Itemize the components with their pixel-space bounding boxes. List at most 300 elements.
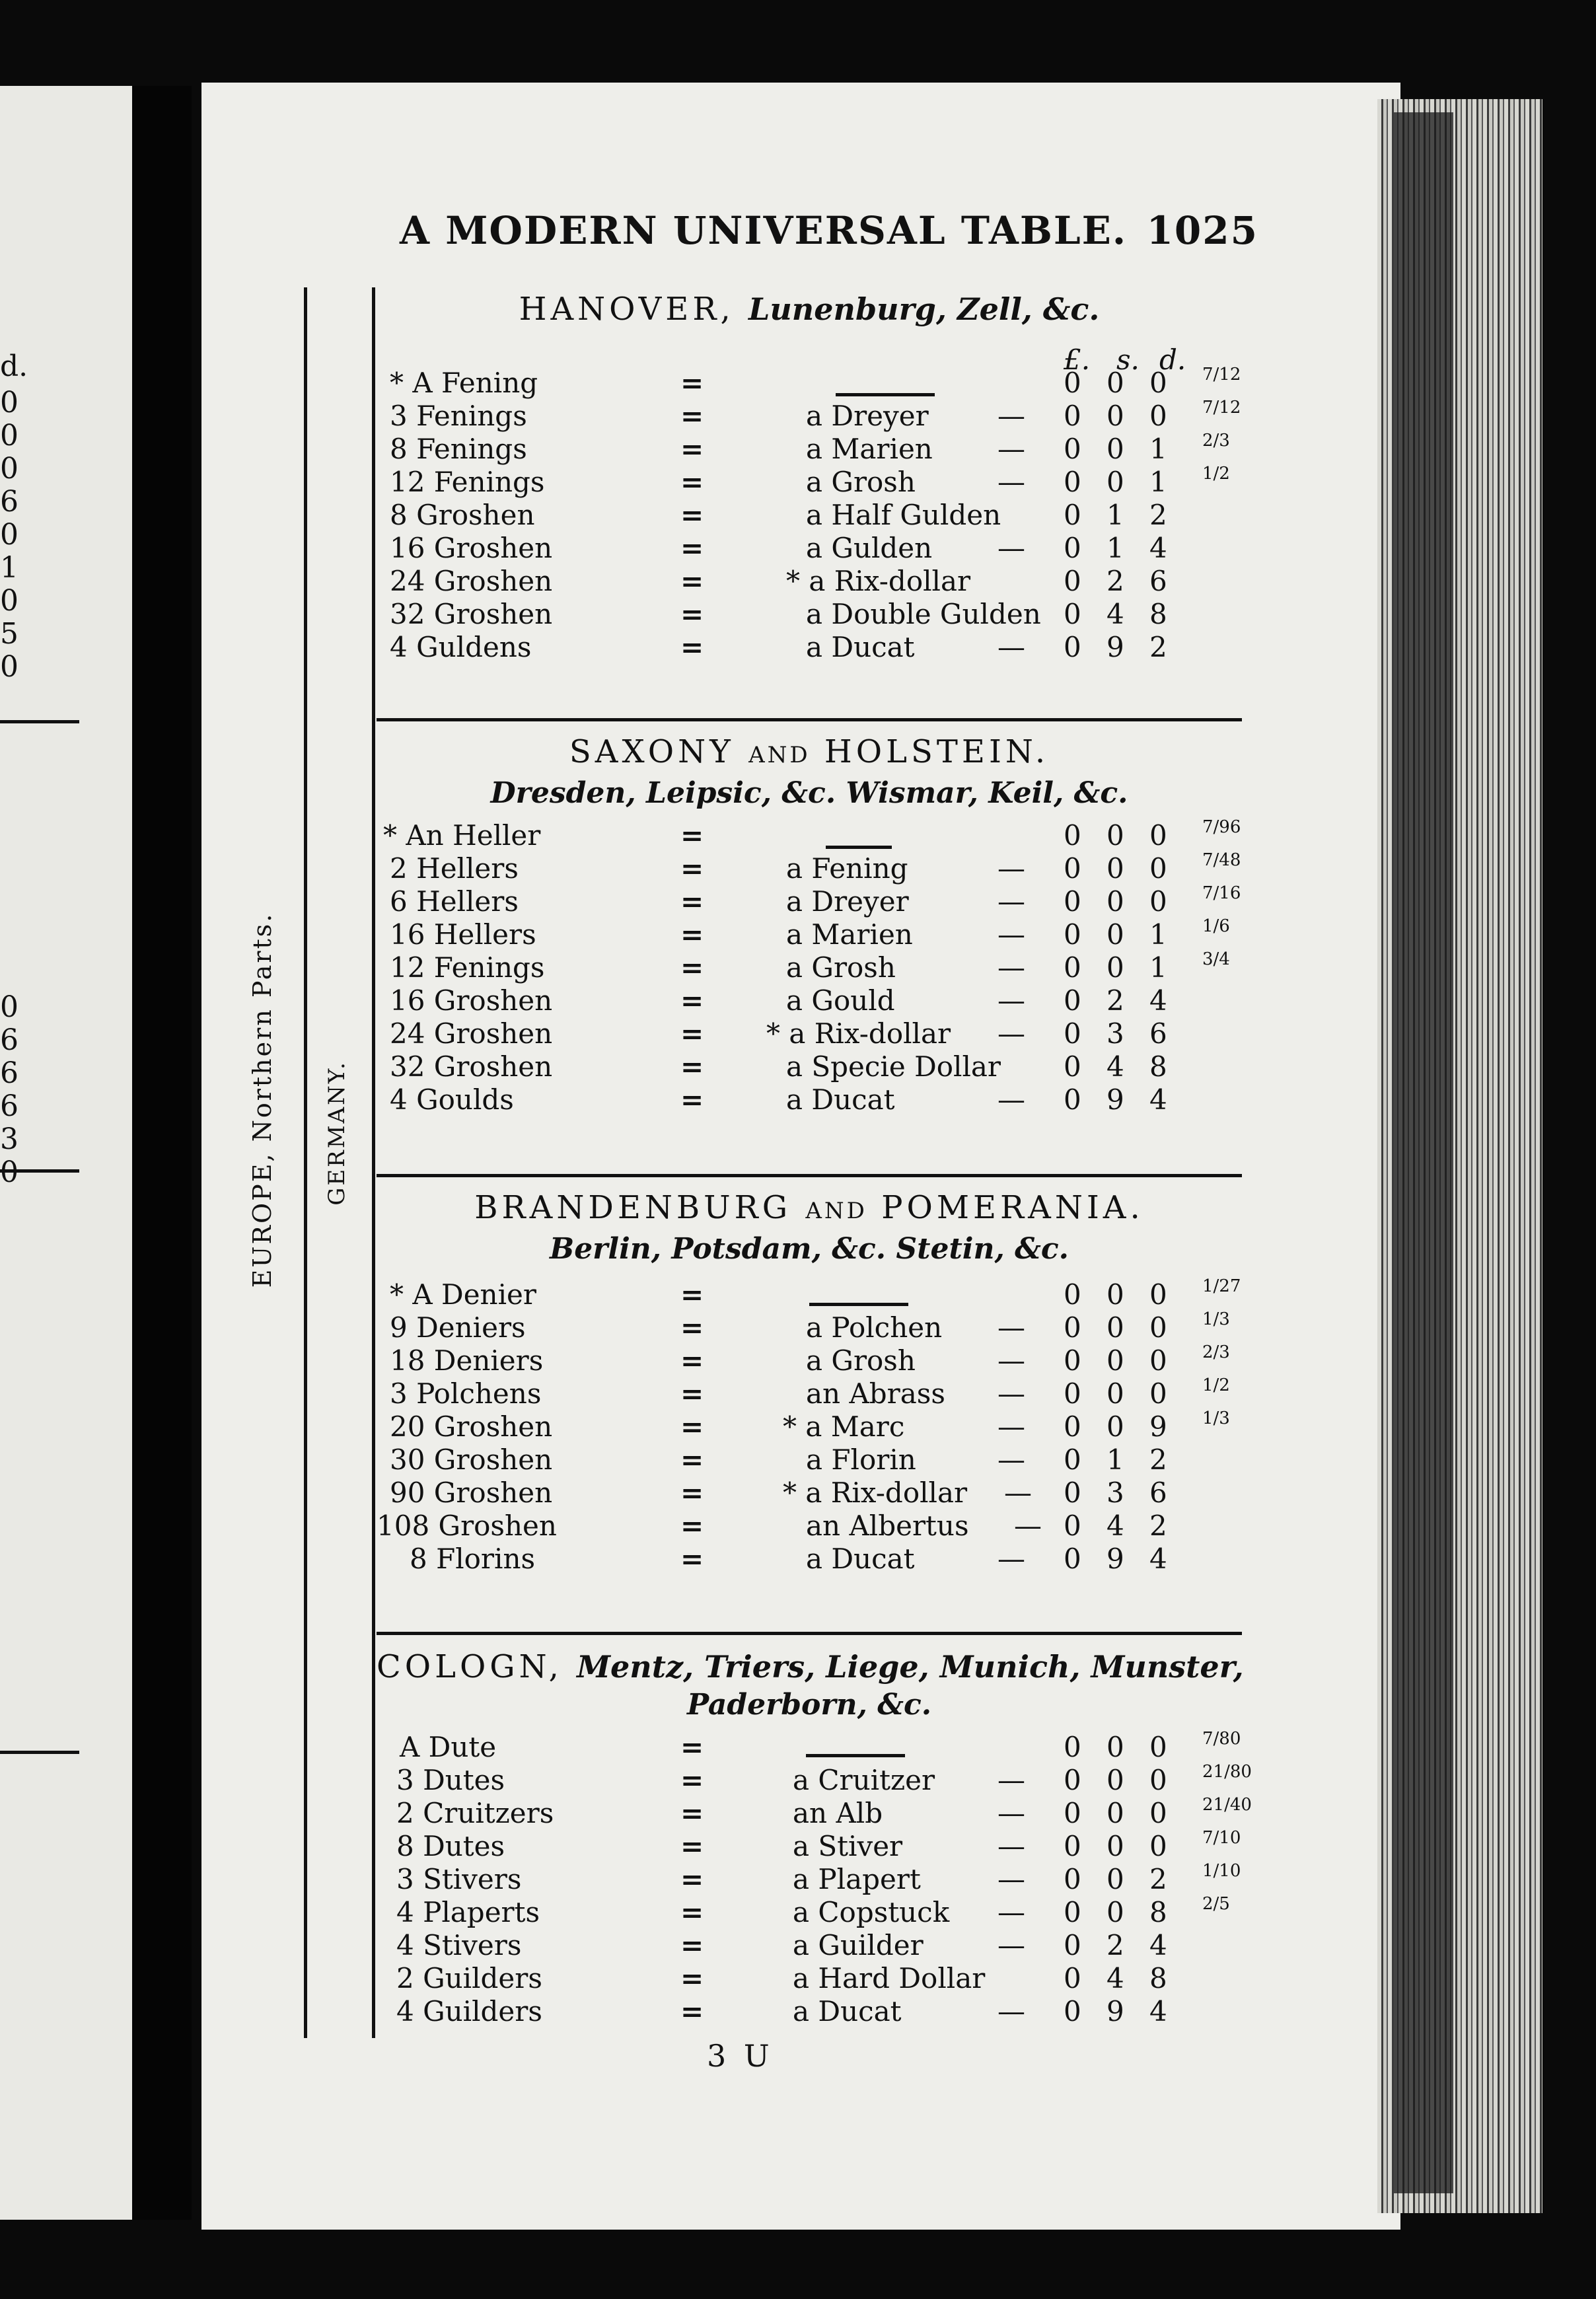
pounds-value: 0 bbox=[1064, 984, 1081, 1017]
equals-sign: = bbox=[680, 1083, 702, 1116]
pence-value: 0 bbox=[1149, 1344, 1167, 1377]
outer-vertical-rule bbox=[304, 287, 307, 2038]
table-row bbox=[370, 918, 1249, 951]
coin-left: 24 Groshen bbox=[390, 565, 553, 597]
dash: — bbox=[998, 1377, 1025, 1410]
pounds-value: 0 bbox=[1064, 1830, 1081, 1862]
pence-fraction: 1/2 bbox=[1202, 1375, 1230, 1395]
pence-fraction: 7/80 bbox=[1202, 1729, 1241, 1749]
table-row bbox=[370, 1017, 1249, 1050]
coin-left: 8 Florins bbox=[410, 1543, 536, 1575]
pounds-value: 0 bbox=[1064, 819, 1081, 852]
pence-fraction: 7/12 bbox=[1202, 365, 1241, 384]
equals-sign: = bbox=[680, 565, 702, 597]
pence-fraction: 1/3 bbox=[1202, 1309, 1230, 1329]
coin-left: 12 Fenings bbox=[390, 466, 545, 498]
coin-left: 2 Cruitzers bbox=[396, 1797, 554, 1829]
left-page-fragment: 6 bbox=[0, 1089, 18, 1123]
pence-value: 0 bbox=[1149, 1278, 1167, 1311]
pounds-value: 0 bbox=[1064, 1083, 1081, 1116]
left-page-heading: d. bbox=[0, 349, 28, 383]
coin-right: * a Rix-dollar bbox=[786, 565, 971, 597]
coin-left: 4 Stivers bbox=[396, 1929, 522, 1961]
coin-right: a Ducat bbox=[806, 1543, 915, 1575]
pence-value: 0 bbox=[1149, 819, 1167, 852]
shillings-value: 4 bbox=[1106, 1050, 1124, 1083]
coin-left: 6 Hellers bbox=[390, 885, 519, 918]
pence-value: 4 bbox=[1149, 1995, 1167, 2027]
coin-right: a Dreyer bbox=[786, 885, 909, 918]
pounds-value: 0 bbox=[1064, 1311, 1081, 1344]
coin-left: * A Denier bbox=[390, 1278, 536, 1311]
equals-sign: = bbox=[680, 1510, 702, 1542]
section-title-main: SAXONY bbox=[569, 733, 735, 770]
shillings-value: 0 bbox=[1106, 466, 1124, 498]
pence-value: 0 bbox=[1149, 367, 1167, 399]
pence-fraction: 7/10 bbox=[1202, 1828, 1241, 1848]
left-page-fragment: 0 bbox=[0, 650, 18, 684]
shillings-value: 0 bbox=[1106, 1830, 1124, 1862]
pence-value: 4 bbox=[1149, 1083, 1167, 1116]
equals-sign: = bbox=[680, 1278, 702, 1311]
coin-right: a Plapert bbox=[793, 1863, 921, 1895]
coin-right: a Grosh bbox=[786, 951, 896, 984]
coin-right: a Stiver bbox=[793, 1830, 903, 1862]
table-row bbox=[370, 1543, 1249, 1576]
shillings-value: 0 bbox=[1106, 367, 1124, 399]
dash: — bbox=[998, 1863, 1025, 1895]
pence-fraction: 21/40 bbox=[1202, 1795, 1252, 1815]
coin-right: a Specie Dollar bbox=[786, 1050, 1001, 1083]
section-divider bbox=[377, 1174, 1242, 1177]
pounds-value: 0 bbox=[1064, 1050, 1081, 1083]
section-title-second: POMERANIA. bbox=[881, 1189, 1144, 1226]
pence-fraction: 7/96 bbox=[1202, 817, 1241, 837]
pounds-value: 0 bbox=[1064, 1543, 1081, 1575]
coin-left: A Dute bbox=[400, 1731, 497, 1763]
section-subtitle: Berlin, Potsdam, &c. Stetin, &c. bbox=[550, 1232, 1069, 1266]
equals-sign: = bbox=[680, 852, 702, 885]
equals-sign: = bbox=[680, 1929, 702, 1961]
left-page-fragment: 0 bbox=[0, 584, 18, 618]
table-row bbox=[370, 1410, 1249, 1443]
shillings-value: 4 bbox=[1106, 1962, 1124, 1994]
equals-sign: = bbox=[680, 433, 702, 465]
coin-left: 3 Fenings bbox=[390, 400, 527, 432]
table-row bbox=[370, 1344, 1249, 1377]
coin-right: a Grosh bbox=[806, 466, 916, 498]
coin-left: 3 Stivers bbox=[396, 1863, 522, 1895]
pounds-value: 0 bbox=[1064, 1995, 1081, 2027]
pence-value: 0 bbox=[1149, 1830, 1167, 1862]
pounds-value: 0 bbox=[1064, 1510, 1081, 1542]
pounds-value: 0 bbox=[1064, 1962, 1081, 1994]
dash: — bbox=[998, 1017, 1025, 1050]
table-row bbox=[370, 631, 1249, 664]
equals-sign: = bbox=[680, 598, 702, 630]
pounds-value: 0 bbox=[1064, 1896, 1081, 1928]
dash: — bbox=[998, 1797, 1025, 1829]
equals-sign: = bbox=[680, 1995, 702, 2027]
equals-sign: = bbox=[680, 1477, 702, 1509]
coin-left: 3 Dutes bbox=[396, 1764, 505, 1796]
left-page-fragment: 0 bbox=[0, 518, 18, 552]
coin-right: a Marien bbox=[786, 918, 913, 951]
shillings-value: 0 bbox=[1106, 1797, 1124, 1829]
book-gutter bbox=[132, 86, 192, 2220]
pence-value: 0 bbox=[1149, 1731, 1167, 1763]
pounds-value: 0 bbox=[1064, 951, 1081, 984]
dash: — bbox=[998, 1410, 1025, 1443]
coin-right: a Marien bbox=[806, 433, 933, 465]
coin-left: 3 Polchens bbox=[390, 1377, 542, 1410]
left-page-rule bbox=[0, 720, 79, 723]
pence-value: 2 bbox=[1149, 1510, 1167, 1542]
equals-sign: = bbox=[680, 631, 702, 663]
table-row bbox=[370, 1083, 1249, 1116]
equals-sign: = bbox=[680, 400, 702, 432]
pounds-value: 0 bbox=[1064, 598, 1081, 630]
left-page-fragment: 0 bbox=[0, 386, 18, 420]
coin-right: a Gulden bbox=[806, 532, 933, 564]
dash: — bbox=[998, 1929, 1025, 1961]
equals-sign: = bbox=[680, 367, 702, 399]
pence-fraction: 7/48 bbox=[1202, 850, 1241, 870]
equals-sign: = bbox=[680, 1764, 702, 1796]
table-row bbox=[370, 367, 1249, 400]
pence-value: 1 bbox=[1149, 433, 1167, 465]
section-title-main: COLOGN, bbox=[377, 1648, 563, 1685]
coin-left: * An Heller bbox=[383, 819, 541, 852]
dash: — bbox=[998, 1344, 1025, 1377]
coin-right: a Polchen bbox=[806, 1311, 943, 1344]
shillings-value: 1 bbox=[1106, 499, 1124, 531]
section-brandenburg-pomerania bbox=[370, 1189, 1249, 1612]
coin-left: 4 Guldens bbox=[390, 631, 532, 663]
equals-sign: = bbox=[680, 499, 702, 531]
pence-value: 2 bbox=[1149, 1863, 1167, 1895]
pence-value: 0 bbox=[1149, 1797, 1167, 1829]
dash: — bbox=[1004, 1477, 1032, 1509]
dash: — bbox=[998, 466, 1025, 498]
section-title-second: HOLSTEIN. bbox=[824, 733, 1050, 770]
equals-sign: = bbox=[680, 1377, 702, 1410]
table-row bbox=[370, 466, 1249, 499]
side-label-europe: EUROPE, Northern Parts. bbox=[248, 912, 277, 1288]
pence-value: 2 bbox=[1149, 1443, 1167, 1476]
equals-sign: = bbox=[680, 1344, 702, 1377]
pence-value: 0 bbox=[1149, 1764, 1167, 1796]
coin-left: * A Fening bbox=[390, 367, 538, 399]
section-title-and: AND bbox=[748, 742, 811, 768]
left-page-fragment: 0 bbox=[0, 990, 18, 1024]
pence-value: 2 bbox=[1149, 631, 1167, 663]
equals-sign: = bbox=[680, 1962, 702, 1994]
left-page-rule bbox=[0, 1169, 79, 1173]
pence-fraction: 1/27 bbox=[1202, 1276, 1241, 1296]
table-row bbox=[370, 1443, 1249, 1477]
shillings-value: 1 bbox=[1106, 532, 1124, 564]
shillings-value: 4 bbox=[1106, 598, 1124, 630]
coin-left: 32 Groshen bbox=[390, 1050, 553, 1083]
equals-sign: = bbox=[680, 951, 702, 984]
section-title bbox=[370, 291, 1249, 328]
table-row bbox=[370, 1863, 1249, 1896]
pence-value: 0 bbox=[1149, 1311, 1167, 1344]
dash: — bbox=[998, 1995, 1025, 2027]
table-row bbox=[370, 984, 1249, 1017]
pence-fraction: 7/16 bbox=[1202, 883, 1241, 903]
pence-fraction: 7/12 bbox=[1202, 398, 1241, 418]
coin-right: a Double Gulden bbox=[806, 598, 1041, 630]
dash: — bbox=[998, 1764, 1025, 1796]
equals-sign: = bbox=[680, 1896, 702, 1928]
dash: — bbox=[998, 1443, 1025, 1476]
coin-right: a Fening bbox=[786, 852, 908, 885]
left-facing-page bbox=[0, 86, 132, 2220]
equals-sign: = bbox=[680, 1050, 702, 1083]
shillings-value: 0 bbox=[1106, 1377, 1124, 1410]
dash: — bbox=[998, 1896, 1025, 1928]
pence-fraction: 1/2 bbox=[1202, 464, 1230, 484]
pence-value: 8 bbox=[1149, 1962, 1167, 1994]
shillings-value: 2 bbox=[1106, 984, 1124, 1017]
section-title-main: BRANDENBURG bbox=[474, 1189, 792, 1226]
pounds-value: 0 bbox=[1064, 1731, 1081, 1763]
shillings-value: 0 bbox=[1106, 1410, 1124, 1443]
pence-fraction: 1/10 bbox=[1202, 1861, 1241, 1881]
section-title-places: Lunenburg, Zell, &c. bbox=[748, 291, 1100, 327]
running-head bbox=[400, 208, 1258, 261]
coin-right: a Cruitzer bbox=[793, 1764, 935, 1796]
dash: — bbox=[998, 532, 1025, 564]
coin-right: a Dreyer bbox=[806, 400, 929, 432]
dash: — bbox=[1014, 1510, 1042, 1542]
section-title bbox=[370, 1189, 1249, 1226]
pence-value: 1 bbox=[1149, 466, 1167, 498]
section-title-places: Mentz, Triers, Liege, Munich, Munster, bbox=[577, 1649, 1244, 1685]
table-row bbox=[370, 1510, 1249, 1543]
pence-value: 6 bbox=[1149, 1477, 1167, 1509]
shillings-value: 9 bbox=[1106, 631, 1124, 663]
pence-value: 8 bbox=[1149, 1896, 1167, 1928]
pence-value: 0 bbox=[1149, 885, 1167, 918]
table-row bbox=[370, 598, 1249, 631]
pence-fraction: 2/3 bbox=[1202, 431, 1230, 451]
pence-value: 0 bbox=[1149, 1377, 1167, 1410]
coin-right: * a Rix-dollar bbox=[766, 1017, 951, 1050]
left-page-rule bbox=[0, 1751, 79, 1754]
shillings-value: 0 bbox=[1106, 433, 1124, 465]
equals-sign: = bbox=[680, 1017, 702, 1050]
equals-sign: = bbox=[680, 1731, 702, 1763]
pounds-value: 0 bbox=[1064, 466, 1081, 498]
table-row bbox=[370, 852, 1249, 885]
equals-sign: = bbox=[680, 984, 702, 1017]
coin-right: a Ducat bbox=[793, 1995, 902, 2027]
coin-left: 8 Fenings bbox=[390, 433, 527, 465]
shillings-value: 9 bbox=[1106, 1083, 1124, 1116]
section-cologn bbox=[370, 1648, 1252, 2071]
coin-right: a Copstuck bbox=[793, 1896, 950, 1928]
pence-value: 4 bbox=[1149, 1929, 1167, 1961]
page-edge-shadow bbox=[1394, 112, 1453, 2193]
pounds-value: 0 bbox=[1064, 1344, 1081, 1377]
left-page-fragment: 6 bbox=[0, 485, 18, 519]
pence-value: 4 bbox=[1149, 984, 1167, 1017]
shillings-value: 0 bbox=[1106, 1896, 1124, 1928]
dash: — bbox=[998, 951, 1025, 984]
pence-fraction: 1/3 bbox=[1202, 1408, 1230, 1428]
table-row bbox=[370, 819, 1249, 852]
pounds-value: 0 bbox=[1064, 1377, 1081, 1410]
pounds-value: 0 bbox=[1064, 1443, 1081, 1476]
pounds-value: 0 bbox=[1064, 1410, 1081, 1443]
left-page-fragment: 0 bbox=[0, 452, 18, 486]
left-page-fragment: 3 bbox=[0, 1122, 18, 1156]
shillings-value: 2 bbox=[1106, 1929, 1124, 1961]
table-row bbox=[370, 1929, 1249, 1962]
equals-sign: = bbox=[680, 466, 702, 498]
dash: — bbox=[998, 1830, 1025, 1862]
pounds-value: 0 bbox=[1064, 1764, 1081, 1796]
coin-left: 4 Plaperts bbox=[396, 1896, 540, 1928]
dash: — bbox=[998, 400, 1025, 432]
dash: — bbox=[998, 885, 1025, 918]
dash: — bbox=[998, 433, 1025, 465]
table-row bbox=[370, 1830, 1249, 1863]
coin-right: an Abrass bbox=[806, 1377, 945, 1410]
shillings-value: 0 bbox=[1106, 1764, 1124, 1796]
shillings-value: 0 bbox=[1106, 400, 1124, 432]
dash: — bbox=[998, 631, 1025, 663]
page-title: A MODERN UNIVERSAL TABLE. bbox=[400, 208, 1128, 253]
pence-fraction: 3/4 bbox=[1202, 949, 1230, 969]
section-title-and: AND bbox=[805, 1198, 867, 1224]
table-row bbox=[370, 499, 1249, 532]
table-row bbox=[370, 1311, 1249, 1344]
pounds-value: 0 bbox=[1064, 885, 1081, 918]
dash: — bbox=[998, 1083, 1025, 1116]
section-divider bbox=[377, 1632, 1242, 1635]
table-row bbox=[370, 400, 1249, 433]
coin-right: a Ducat bbox=[786, 1083, 895, 1116]
pence-value: 6 bbox=[1149, 1017, 1167, 1050]
coin-left: 4 Guilders bbox=[396, 1995, 542, 2027]
coin-right: a Florin bbox=[806, 1443, 916, 1476]
shillings-value: 2 bbox=[1106, 565, 1124, 597]
side-label-germany: GERMANY. bbox=[324, 1060, 350, 1206]
table-row bbox=[370, 1731, 1249, 1764]
pounds-value: 0 bbox=[1064, 1017, 1081, 1050]
shillings-value: 3 bbox=[1106, 1017, 1124, 1050]
signature-mark: 3 U bbox=[707, 2038, 774, 2074]
table-row bbox=[370, 885, 1249, 918]
coin-left: 9 Deniers bbox=[390, 1311, 526, 1344]
coin-left: 32 Groshen bbox=[390, 598, 553, 630]
pence-value: 1 bbox=[1149, 951, 1167, 984]
pence-value: 0 bbox=[1149, 400, 1167, 432]
pounds-value: 0 bbox=[1064, 1863, 1081, 1895]
coin-right: a Half Gulden bbox=[806, 499, 1001, 531]
section-title bbox=[370, 733, 1249, 770]
shillings-value: 0 bbox=[1106, 918, 1124, 951]
pounds-value: 0 bbox=[1064, 1797, 1081, 1829]
equals-sign: = bbox=[680, 918, 702, 951]
section-divider bbox=[377, 718, 1242, 721]
pounds-value: 0 bbox=[1064, 1278, 1081, 1311]
shillings-value: 0 bbox=[1106, 852, 1124, 885]
equals-sign: = bbox=[680, 1543, 702, 1575]
coin-left: 16 Groshen bbox=[390, 984, 553, 1017]
pence-value: 2 bbox=[1149, 499, 1167, 531]
shillings-value: 0 bbox=[1106, 885, 1124, 918]
table-row bbox=[370, 433, 1249, 466]
pounds-value: 0 bbox=[1064, 918, 1081, 951]
table-row bbox=[370, 1995, 1249, 2028]
pounds-heading: £. bbox=[1064, 344, 1091, 376]
table-row bbox=[370, 1477, 1249, 1510]
table-row bbox=[370, 951, 1249, 984]
coin-left: 8 Dutes bbox=[396, 1830, 505, 1862]
section-subtitle: Dresden, Leipsic, &c. Wismar, Keil, &c. bbox=[490, 776, 1128, 810]
pounds-value: 0 bbox=[1064, 400, 1081, 432]
pounds-value: 0 bbox=[1064, 433, 1081, 465]
section-title-main: HANOVER, bbox=[519, 291, 735, 328]
table-row bbox=[370, 1377, 1249, 1410]
table-row bbox=[370, 1762, 1252, 1797]
equals-sign: = bbox=[680, 532, 702, 564]
coin-left: 20 Groshen bbox=[390, 1410, 553, 1443]
pounds-value: 0 bbox=[1064, 1929, 1081, 1961]
shillings-value: 0 bbox=[1106, 1731, 1124, 1763]
coin-left: 12 Fenings bbox=[390, 951, 545, 984]
coin-left: 108 Groshen bbox=[377, 1510, 557, 1542]
pence-value: 8 bbox=[1149, 598, 1167, 630]
coin-right: a Gould bbox=[786, 984, 895, 1017]
equals-sign: = bbox=[680, 1311, 702, 1344]
shillings-value: 0 bbox=[1106, 1278, 1124, 1311]
section-subtitle: Paderborn, &c. bbox=[686, 1688, 932, 1722]
pence-fraction: 2/5 bbox=[1202, 1894, 1230, 1914]
pence-fraction: 2/3 bbox=[1202, 1342, 1230, 1362]
coin-right: a Grosh bbox=[806, 1344, 916, 1377]
page-number: 1025 bbox=[1146, 208, 1258, 253]
coin-left: 24 Groshen bbox=[390, 1017, 553, 1050]
pence-value: 1 bbox=[1149, 918, 1167, 951]
dash: — bbox=[998, 1311, 1025, 1344]
shillings-value: 0 bbox=[1106, 1344, 1124, 1377]
coin-right: a Ducat bbox=[806, 631, 915, 663]
left-page-fragment: 6 bbox=[0, 1023, 18, 1057]
shillings-value: 0 bbox=[1106, 1863, 1124, 1895]
pounds-value: 0 bbox=[1064, 1477, 1081, 1509]
coin-right: * a Rix-dollar bbox=[783, 1477, 968, 1509]
equals-sign: = bbox=[680, 1830, 702, 1862]
coin-right: * a Marc bbox=[783, 1410, 905, 1443]
shillings-heading: s. bbox=[1116, 344, 1140, 376]
shillings-value: 9 bbox=[1106, 1543, 1124, 1575]
shillings-value: 9 bbox=[1106, 1995, 1124, 2027]
equals-sign: = bbox=[680, 1797, 702, 1829]
coin-left: 18 Deniers bbox=[390, 1344, 544, 1377]
section-title bbox=[377, 1648, 1255, 1685]
pence-value: 6 bbox=[1149, 565, 1167, 597]
pence-value: 0 bbox=[1149, 852, 1167, 885]
coin-left: 90 Groshen bbox=[390, 1477, 553, 1509]
dash: — bbox=[998, 852, 1025, 885]
pence-value: 4 bbox=[1149, 1543, 1167, 1575]
